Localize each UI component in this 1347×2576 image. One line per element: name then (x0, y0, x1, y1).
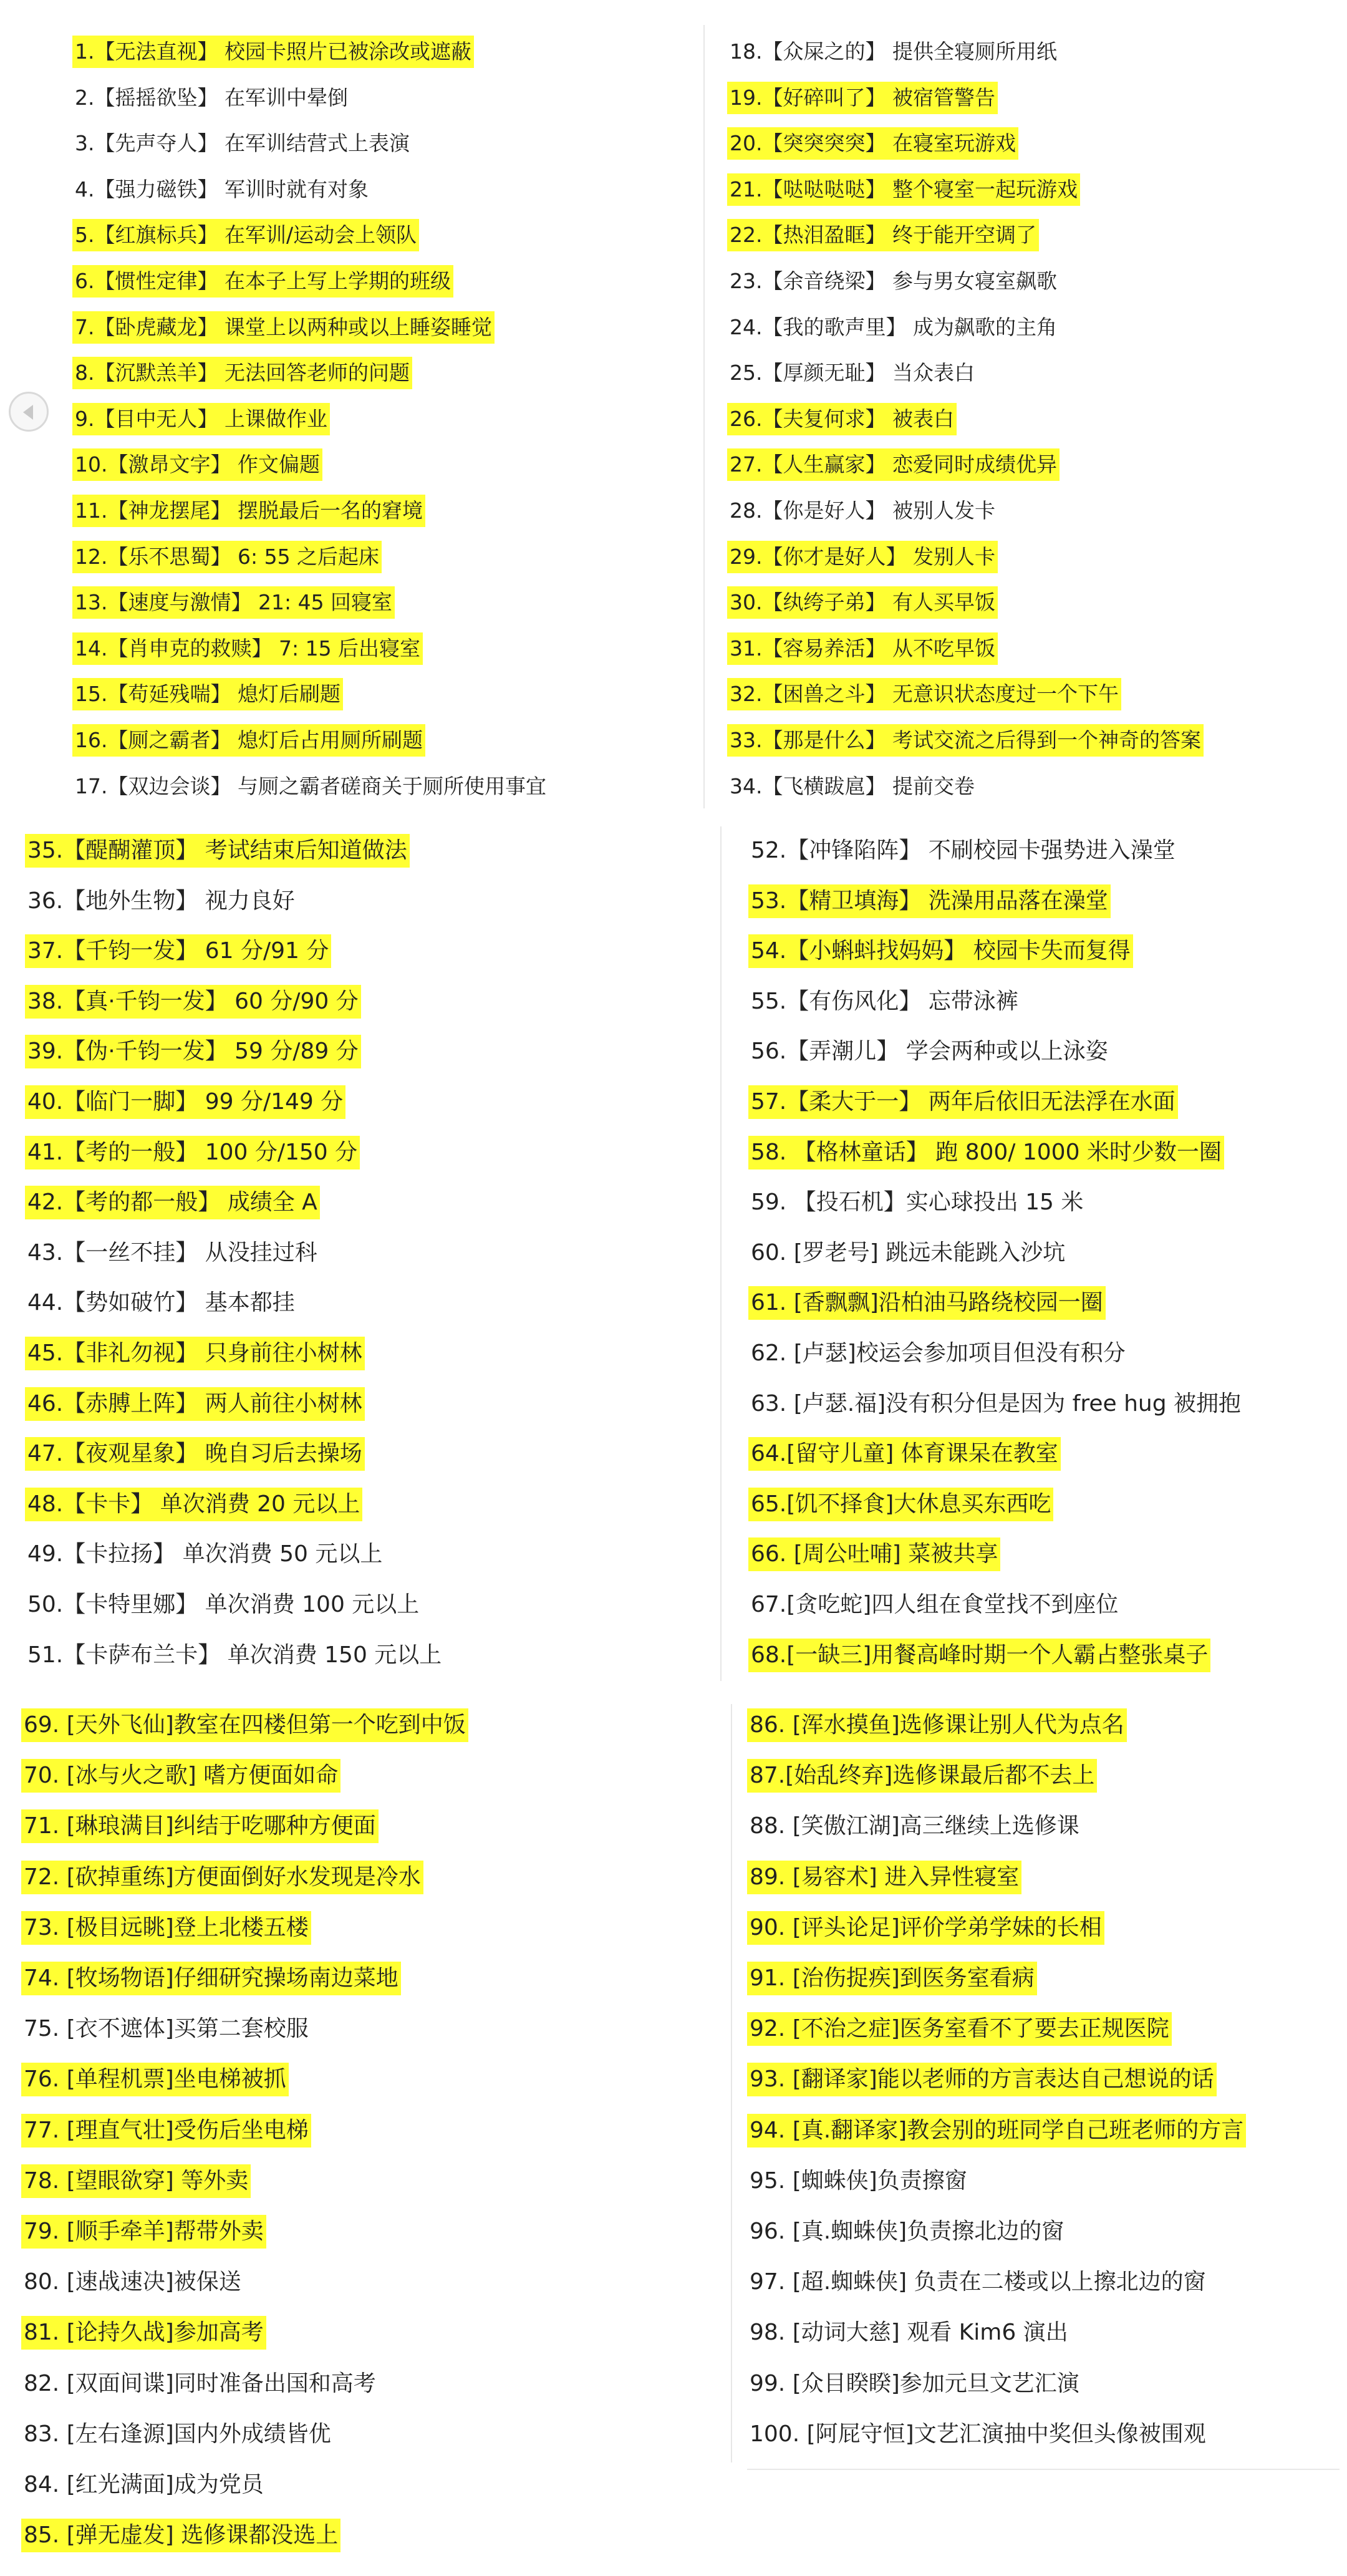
list-item (21, 2271, 244, 2293)
highlighted-item-text: 81. [论持久战]参加高考 (21, 2316, 266, 2350)
list-item (72, 271, 453, 291)
item-text: 3.【先声夺人】 在军训结营式上表演 (75, 131, 410, 156)
highlighted-item-text: 58. 【格林童话】 跑 800/ 1000 米时少数一圈 (748, 1136, 1224, 1169)
list-item (747, 2119, 1246, 2142)
section-3-right-column (747, 1714, 1346, 2525)
list-item (72, 730, 425, 750)
list-item (727, 223, 1039, 248)
highlighted-item-text: 42.【考的都一般】 成绩全 A (25, 1186, 320, 1219)
item-text: 2.【摇摇欲坠】 在军训中晕倒 (75, 85, 348, 110)
highlighted-item-text: 20.【突突突突】 在寝室玩游戏 (727, 127, 1018, 160)
highlighted-item-text: 46.【赤膊上阵】 两人前往小树林 (25, 1387, 365, 1421)
item-text: 23.【余音绕梁】 参与男女寝室飙歌 (730, 269, 1057, 293)
list-item (747, 1866, 1021, 1889)
list-item (727, 546, 998, 567)
list-item (72, 500, 425, 521)
section-3-left-column (21, 1714, 713, 2562)
highlighted-item-text: 91. [治伤捉疾]到医务室看病 (747, 1962, 1037, 1995)
highlighted-item-text: 65.[饥不择食]大休息买东西吃 (748, 1488, 1053, 1521)
list-item (747, 2322, 1071, 2344)
list-item (21, 2423, 334, 2446)
list-item (72, 223, 419, 248)
list-item (747, 2167, 970, 2194)
highlighted-item-text: 33.【那是什么】 考试交流之后得到一个神奇的答案 (727, 724, 1204, 757)
list-item (747, 2220, 1066, 2243)
item-text: 43.【一丝不挂】 从没挂过科 (27, 1239, 317, 1266)
highlighted-item-text: 40.【临门一脚】 99 分/149 分 (25, 1085, 345, 1119)
list-item (727, 41, 1060, 62)
list-item (25, 1191, 320, 1214)
list-item (72, 314, 495, 339)
item-text: 59. 【投石机】实心球投出 15 米 (751, 1189, 1084, 1216)
list-item (747, 1765, 1097, 1787)
list-item (25, 1644, 444, 1667)
list-item (748, 990, 1021, 1013)
highlighted-item-text: 22.【热泪盈眶】 终于能开空调了 (727, 219, 1039, 251)
item-text: 24.【我的歌声里】 成为飙歌的主角 (730, 314, 1057, 339)
list-item (727, 271, 1060, 291)
section-2-divider (720, 826, 722, 1681)
highlighted-item-text: 57.【柔大于一】 两年后依旧无法浮在水面 (748, 1085, 1178, 1119)
list-item (748, 1443, 1061, 1465)
list-item (21, 2068, 289, 2091)
highlighted-item-text: 13.【速度与激情】 21: 45 回寝室 (72, 586, 395, 619)
list-item (747, 1714, 1127, 1736)
list-item (727, 638, 998, 659)
item-text: 98. [动词大慈] 观看 Kim6 演出 (750, 2320, 1068, 2346)
list-item (72, 362, 412, 383)
list-item (747, 1914, 1104, 1940)
list-item (25, 1239, 320, 1266)
highlighted-item-text: 85. [弹无虚发] 选修课都没选上 (21, 2519, 340, 2552)
list-item (747, 2370, 1082, 2396)
list-item (747, 2423, 1209, 2446)
item-text: 62. [卢瑟]校运会参加项目但没有积分 (751, 1340, 1126, 1366)
list-item (748, 1091, 1178, 1113)
item-text: 83. [左右逢源]国内外成绩皆优 (24, 2421, 331, 2447)
section-2-right-column (748, 840, 1347, 1675)
section-2-left-column (25, 840, 698, 1675)
list-item (25, 1091, 345, 1113)
item-text: 34.【飞横跋扈】 提前交卷 (730, 773, 975, 798)
highlighted-item-text: 19.【好碎叫了】 被宿管警告 (727, 82, 998, 114)
highlighted-item-text: 16.【厕之霸者】 熄灯后占用厕所刷题 (72, 724, 425, 757)
list-item (748, 890, 1111, 913)
list-item (748, 1141, 1224, 1164)
list-item (727, 87, 998, 108)
highlighted-item-text: 79. [顺手牵羊]帮带外卖 (21, 2215, 266, 2249)
list-item (748, 1239, 1068, 1266)
highlighted-item-text: 64.[留守儿童] 体育课呆在教室 (748, 1437, 1061, 1471)
highlighted-item-text: 8.【沉默羔羊】 无法回答老师的问题 (72, 357, 412, 389)
highlighted-item-text: 6.【惯性定律】 在本子上写上学期的班级 (72, 265, 453, 298)
item-text: 55.【有伤风化】 忘带泳裤 (751, 988, 1018, 1014)
item-text: 80. [速战速决]被保送 (24, 2269, 241, 2295)
list-item (21, 2370, 379, 2396)
highlighted-item-text: 7.【卧虎藏龙】 课堂上以两种或以上睡姿睡觉 (72, 311, 495, 344)
highlighted-item-text: 14.【肖申克的救赎】 7: 15 后出寝室 (72, 632, 423, 665)
item-text: 84. [红光满面]成为党员 (24, 2472, 264, 2497)
item-text: 28.【你是好人】 被别人发卡 (730, 498, 995, 523)
item-text: 67.[贪吃蛇]四人组在食堂找不到座位 (751, 1592, 1119, 1617)
list-item (748, 1342, 1128, 1365)
item-text: 51.【卡萨布兰卡】 单次消费 150 元以上 (27, 1642, 442, 1668)
highlighted-item-text: 90. [评头论足]评价学弟学妹的长相 (747, 1911, 1104, 1945)
list-item (727, 730, 1204, 750)
highlighted-item-text: 92. [不治之症]医务室看不了要去正规医院 (747, 2012, 1172, 2046)
item-text: 63. [卢瑟.福]没有积分但是因为 free hug 被拥抱 (751, 1390, 1242, 1416)
item-text: 44.【势如破竹】 基本都挂 (27, 1290, 295, 1316)
list-item (21, 1914, 311, 1940)
highlighted-item-text: 9.【目中无人】 上课做作业 (72, 403, 330, 435)
list-item (748, 1292, 1106, 1314)
list-item (72, 41, 474, 62)
highlighted-item-text: 61. [香飘飘]沿柏油马路绕校园一圈 (748, 1286, 1106, 1320)
list-item (727, 500, 998, 521)
item-text: 17.【双边会谈】 与厕之霸者磋商关于厕所使用事宜 (75, 773, 546, 798)
list-item (748, 1191, 1086, 1214)
highlighted-item-text: 48.【卡卡】 单次消费 20 元以上 (25, 1488, 362, 1521)
highlighted-item-text: 15.【苟延残喘】 熄灯后刷题 (72, 678, 343, 710)
highlighted-item-text: 93. [翻译家]能以老师的方言表达自己想说的话 (747, 2063, 1217, 2096)
list-item (21, 2322, 266, 2344)
item-text: 56.【弄潮儿】 学会两种或以上泳姿 (751, 1039, 1108, 1065)
section-1-divider (703, 25, 705, 808)
list-item (25, 1342, 365, 1365)
list-item (72, 546, 382, 567)
list-item (72, 87, 350, 108)
list-item (72, 773, 549, 798)
highlighted-item-text: 12.【乐不思蜀】 6: 55 之后起床 (72, 541, 382, 573)
list-item (747, 2068, 1217, 2091)
list-item (727, 362, 977, 383)
list-item (25, 1292, 297, 1314)
highlighted-item-text: 45.【非礼勿视】 只身前往小树林 (25, 1337, 365, 1370)
highlighted-item-text: 21.【哒哒哒哒】 整个寝室一起玩游戏 (727, 173, 1080, 206)
list-item (727, 592, 998, 613)
item-text: 97. [超.蜘蛛侠] 负责在二楼或以上擦北边的窗 (750, 2269, 1206, 2295)
highlighted-item-text: 73. [极目远眺]登上北楼五楼 (21, 1911, 311, 1945)
list-item (747, 2018, 1172, 2040)
list-item (727, 773, 977, 798)
item-text: 36.【地外生物】 视力良好 (27, 888, 295, 914)
list-item (21, 1765, 340, 1787)
list-item (72, 131, 412, 156)
item-text: 96. [真.蜘蛛侠]负责擦北边的窗 (750, 2219, 1065, 2244)
list-item (25, 1040, 361, 1063)
list-item (727, 682, 1121, 707)
list-item (25, 990, 361, 1013)
highlighted-item-text: 69. [天外飞仙]教室在四楼但第一个吃到中饭 (21, 1708, 468, 1742)
list-item (25, 1493, 362, 1516)
list-item (21, 2167, 251, 2194)
list-item (747, 1815, 1082, 1838)
item-text: 100. [阿屁守恒]文艺汇演抽中奖但头像被围观 (750, 2421, 1206, 2447)
list-item (72, 179, 371, 200)
highlighted-item-text: 70. [冰与火之歌] 嗜方便面如命 (21, 1759, 340, 1793)
highlighted-item-text: 89. [易容术] 进入异性寝室 (747, 1861, 1021, 1894)
item-text: 52.【冲锋陷阵】 不刷校园卡强势进入澡堂 (751, 838, 1176, 863)
list-item (748, 1040, 1111, 1063)
list-item (72, 592, 395, 613)
highlighted-item-text: 94. [真.翻译家]教会别的班同学自己班老师的方言 (747, 2114, 1246, 2147)
highlighted-item-text: 11.【神龙摆尾】 摆脱最后一名的窘境 (72, 495, 425, 527)
item-text: 50.【卡特里娜】 单次消费 100 元以上 (27, 1592, 420, 1617)
list-item (21, 2119, 311, 2142)
list-item (21, 1866, 423, 1889)
list-item (748, 1493, 1053, 1516)
highlighted-item-text: 26.【夫复何求】 被表白 (727, 403, 957, 435)
highlighted-item-text: 68.[一缺三]用餐高峰时期一个人霸占整张桌子 (748, 1639, 1210, 1672)
item-text: 88. [笑傲江湖]高三继续上选修课 (750, 1813, 1079, 1839)
highlighted-item-text: 53.【精卫填海】 洗澡用品落在澡堂 (748, 884, 1111, 918)
list-item (25, 1543, 385, 1566)
section-3-divider (731, 1704, 732, 2462)
list-item (25, 1443, 365, 1465)
list-item (727, 454, 1060, 475)
item-text: 99. [众目睽睽]参加元旦文艺汇演 (750, 2370, 1079, 2396)
highlighted-item-text: 72. [砍掉重练]方便面倒好水发现是冷水 (21, 1861, 423, 1894)
highlighted-item-text: 1.【无法直视】 校园卡照片已被涂改或遮蔽 (72, 36, 474, 68)
list-item (25, 890, 297, 913)
list-item (21, 2524, 340, 2547)
section-1-left-column (72, 41, 696, 808)
list-item (727, 406, 957, 431)
highlighted-item-text: 76. [单程机票]坐电梯被抓 (21, 2063, 289, 2096)
highlighted-item-text: 71. [琳琅满目]纠结于吃哪种方便面 (21, 1809, 379, 1843)
list-item (21, 1967, 401, 1990)
item-text: 18.【众屎之的】 提供全寝厕所用纸 (730, 39, 1057, 64)
item-text: 4.【强力磁铁】 军训时就有对象 (75, 177, 369, 201)
section-1-right-column (727, 41, 1338, 808)
list-item (21, 2018, 311, 2040)
list-item (748, 1594, 1121, 1616)
highlighted-item-text: 38.【真·千钧一发】 60 分/90 分 (25, 985, 361, 1019)
list-item (748, 940, 1133, 962)
list-item (748, 1543, 1000, 1566)
highlighted-item-text: 66. [周公吐哺] 菜被共享 (748, 1537, 1000, 1571)
highlighted-item-text: 30.【纨绔子弟】 有人买早饭 (727, 586, 998, 619)
list-item (25, 1594, 422, 1616)
item-text: 75. [衣不遮体]买第二套校服 (24, 2016, 309, 2042)
highlighted-item-text: 29.【你才是好人】 发别人卡 (727, 541, 998, 573)
list-item (72, 454, 322, 475)
list-item (72, 682, 343, 707)
list-item (727, 314, 1060, 339)
highlighted-item-text: 54.【小蝌蚪找妈妈】 校园卡失而复得 (748, 934, 1133, 968)
list-item (21, 1815, 379, 1838)
list-item (25, 840, 410, 862)
list-item (748, 1390, 1243, 1416)
item-text: 25.【厚颜无耻】 当众表白 (730, 361, 975, 385)
list-item (747, 1967, 1037, 1990)
list-item (72, 406, 330, 431)
highlighted-item-text: 37.【千钧一发】 61 分/91 分 (25, 934, 331, 968)
highlighted-item-text: 77. [理直气壮]受伤后坐电梯 (21, 2114, 311, 2147)
list-item (748, 1644, 1210, 1667)
item-text: 60. [罗老号] 跳远未能跳入沙坑 (751, 1239, 1066, 1266)
list-item (25, 1390, 365, 1416)
highlighted-item-text: 31.【容易养活】 从不吃早饭 (727, 632, 998, 665)
item-text: 49.【卡拉扬】 单次消费 50 元以上 (27, 1541, 383, 1567)
item-text: 95. [蜘蛛侠]负责擦窗 (750, 2167, 967, 2194)
highlighted-item-text: 74. [牧场物语]仔细研究操场南边菜地 (21, 1962, 401, 1995)
list-item (727, 179, 1080, 200)
highlighted-item-text: 87.[始乱终弃]选修课最后都不去上 (747, 1759, 1097, 1793)
list-item (727, 131, 1018, 156)
list-item (25, 940, 331, 962)
highlighted-item-text: 10.【激昂文字】 作文偏题 (72, 448, 322, 481)
prev-page-arrow-icon[interactable] (9, 392, 49, 432)
highlighted-item-text: 47.【夜观星象】 晚自习后去操场 (25, 1437, 365, 1471)
item-text: 82. [双面间谍]同时准备出国和高考 (24, 2370, 376, 2396)
highlighted-item-text: 27.【人生赢家】 恋爱同时成绩优异 (727, 448, 1060, 481)
list-item (72, 638, 423, 659)
highlighted-item-text: 35.【醍醐灌顶】 考试结束后知道做法 (25, 834, 410, 868)
list-item (21, 2220, 266, 2243)
highlighted-item-text: 32.【困兽之斗】 无意识状态度过一个下午 (727, 678, 1121, 710)
highlighted-item-text: 39.【伪·千钧一发】 59 分/89 分 (25, 1035, 361, 1068)
list-item (747, 2271, 1209, 2293)
section-3-end-rule (747, 2469, 1340, 2470)
highlighted-item-text: 5.【红旗标兵】 在军训/运动会上领队 (72, 219, 419, 251)
list-item (748, 840, 1178, 862)
highlighted-item-text: 41.【考的一般】 100 分/150 分 (25, 1136, 360, 1169)
list-item (21, 2474, 266, 2496)
highlighted-item-text: 86. [浑水摸鱼]选修课让别人代为点名 (747, 1708, 1127, 1742)
list-item (21, 1714, 468, 1736)
list-item (25, 1141, 360, 1164)
highlighted-item-text: 78. [望眼欲穿] 等外卖 (21, 2164, 251, 2198)
